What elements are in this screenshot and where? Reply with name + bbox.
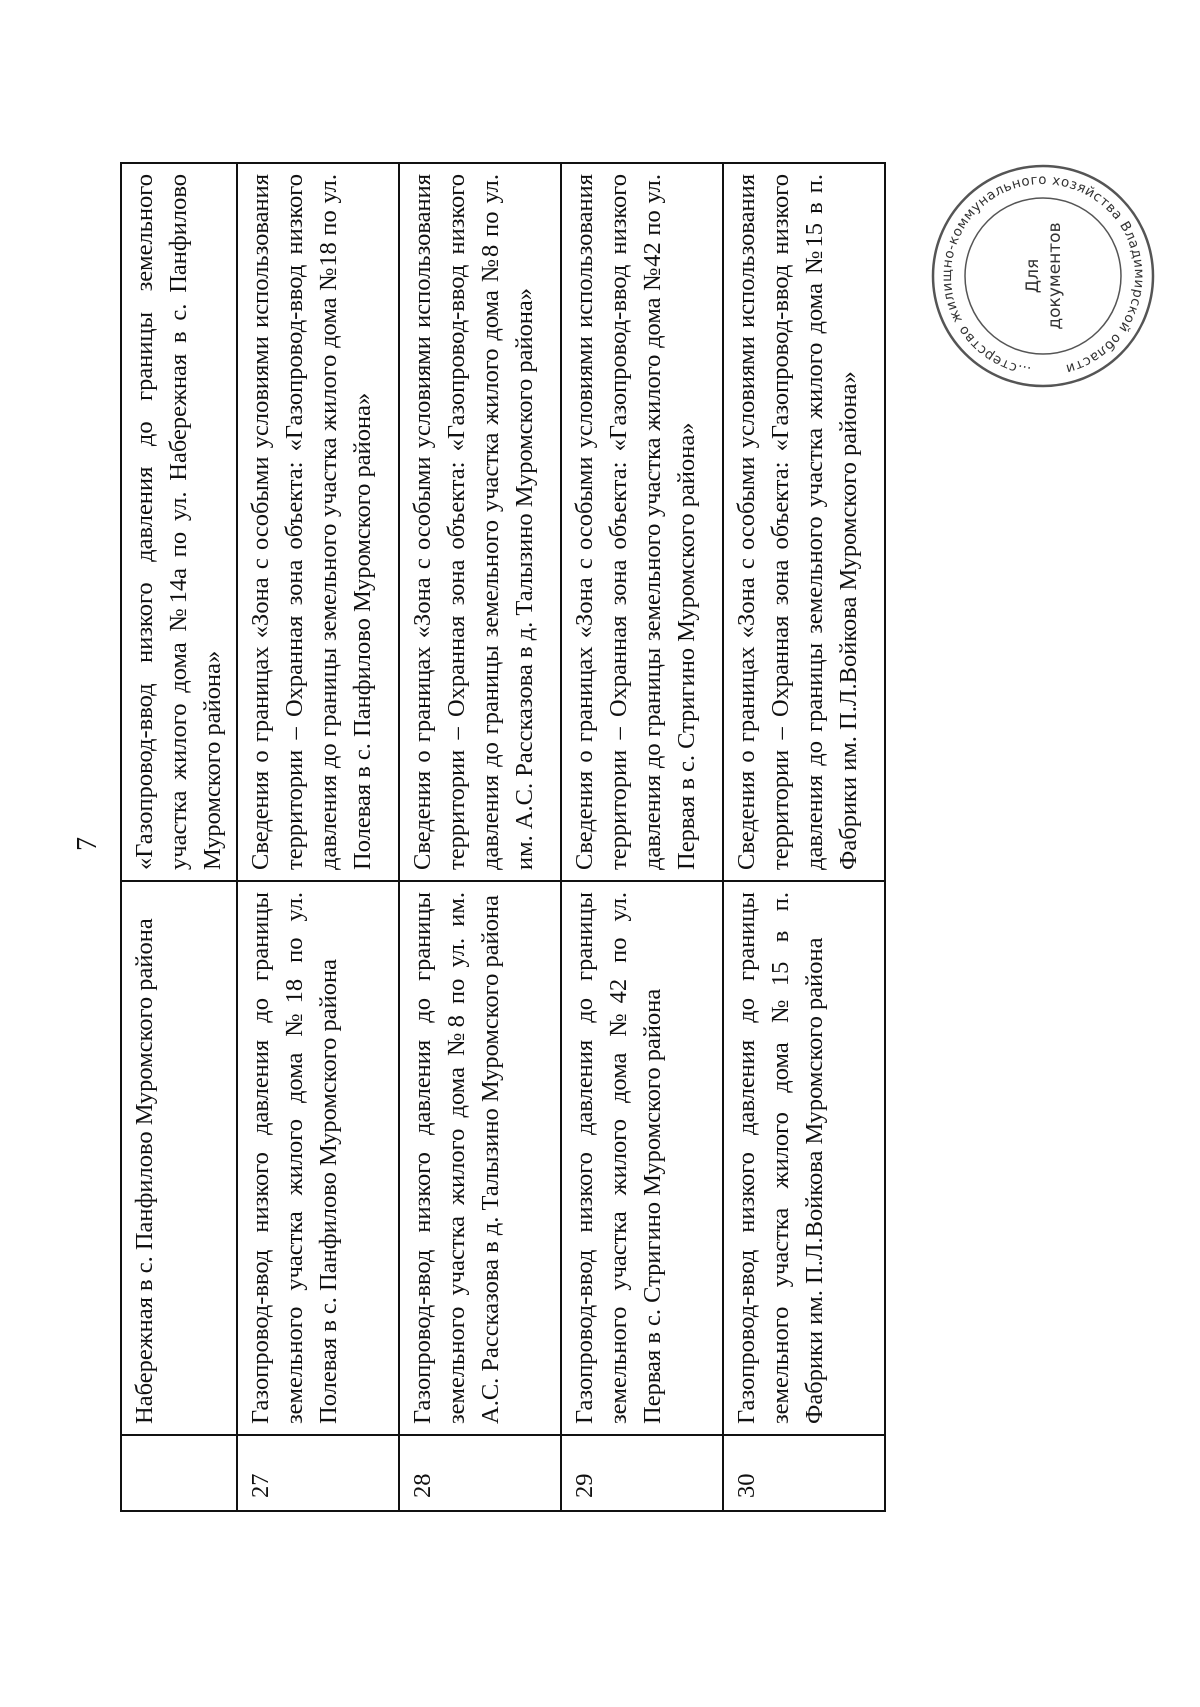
boundary-info-cell: Сведения о границах «Зона с особыми условиями использования территории – Охранная зона объекта: «Газопровод-ввод низкого давления до границы земельного участка жилого дома №42 по ул. Первая в с. Стригино Муромского района» [561, 163, 723, 881]
official-stamp [928, 161, 1158, 391]
row-number: 27 [237, 1435, 399, 1511]
boundary-info-cell: Сведения о границах «Зона с особыми условиями использования территории – Охранная зона объекта: «Газопровод-ввод низкого давления до границы земельного участка жилого дома №18 по ул. Полевая в с. Панфилово Муромского района» [237, 163, 399, 881]
row-number: 30 [723, 1435, 885, 1511]
boundary-info-cell: Сведения о границах «Зона с особыми условиями использования территории – Охранная зона объекта: «Газопровод-ввод низкого давления до границы земельного участка жилого дома №15 в п. Фабрики им. П.Л.Войкова Муромского района» [723, 163, 885, 881]
stamp-center-line1: Для [1023, 258, 1043, 294]
table-row [237, 163, 399, 1511]
page-number: 7 [72, 837, 103, 851]
table-row [399, 163, 561, 1511]
boundary-info-cell: Сведения о границах «Зона с особыми условиями использования территории – Охранная зона объекта: «Газопровод-ввод низкого давления до границы земельного участка жилого дома №8 по ул. им. А.С. Рассказова в д. Талызино Муромского района» [399, 163, 561, 881]
row-number: 28 [399, 1435, 561, 1511]
objects-table [120, 162, 886, 1512]
table-row [561, 163, 723, 1511]
table-row [121, 163, 237, 1511]
stamp-ring-text: …стерство жилищно-коммунального хозяйства Владимирской области [938, 171, 1148, 380]
table-row [723, 163, 885, 1511]
object-name-cell: Газопровод-ввод низкого давления до границы земельного участка жилого дома №8 по ул. им. А.С. Рассказова в д. Талызино Муромского района [399, 881, 561, 1435]
stamp-inner-ring [965, 198, 1121, 354]
stamp-center-line2: документов [1045, 222, 1065, 330]
object-name-cell: Газопровод-ввод низкого давления до границы земельного участка жилого дома №42 по ул. Первая в с. Стригино Муромского района [561, 881, 723, 1435]
stamp-outer-ring [933, 166, 1153, 386]
row-number [121, 1435, 237, 1511]
row-number: 29 [561, 1435, 723, 1511]
object-name-cell: Газопровод-ввод низкого давления до границы земельного участка жилого дома №15 в п. Фабрики им. П.Л.Войкова Муромского района [723, 881, 885, 1435]
boundary-info-cell: «Газопровод-ввод низкого давления до границы земельного участка жилого дома №14а по ул. Набережная в с. Панфилово Муромского района» [121, 163, 237, 881]
object-name-cell: Газопровод-ввод низкого давления до границы земельного участка жилого дома №18 по ул. Полевая в с. Панфилово Муромского района [237, 881, 399, 1435]
object-name-cell: Набережная в с. Панфилово Муромского района [121, 881, 237, 1435]
